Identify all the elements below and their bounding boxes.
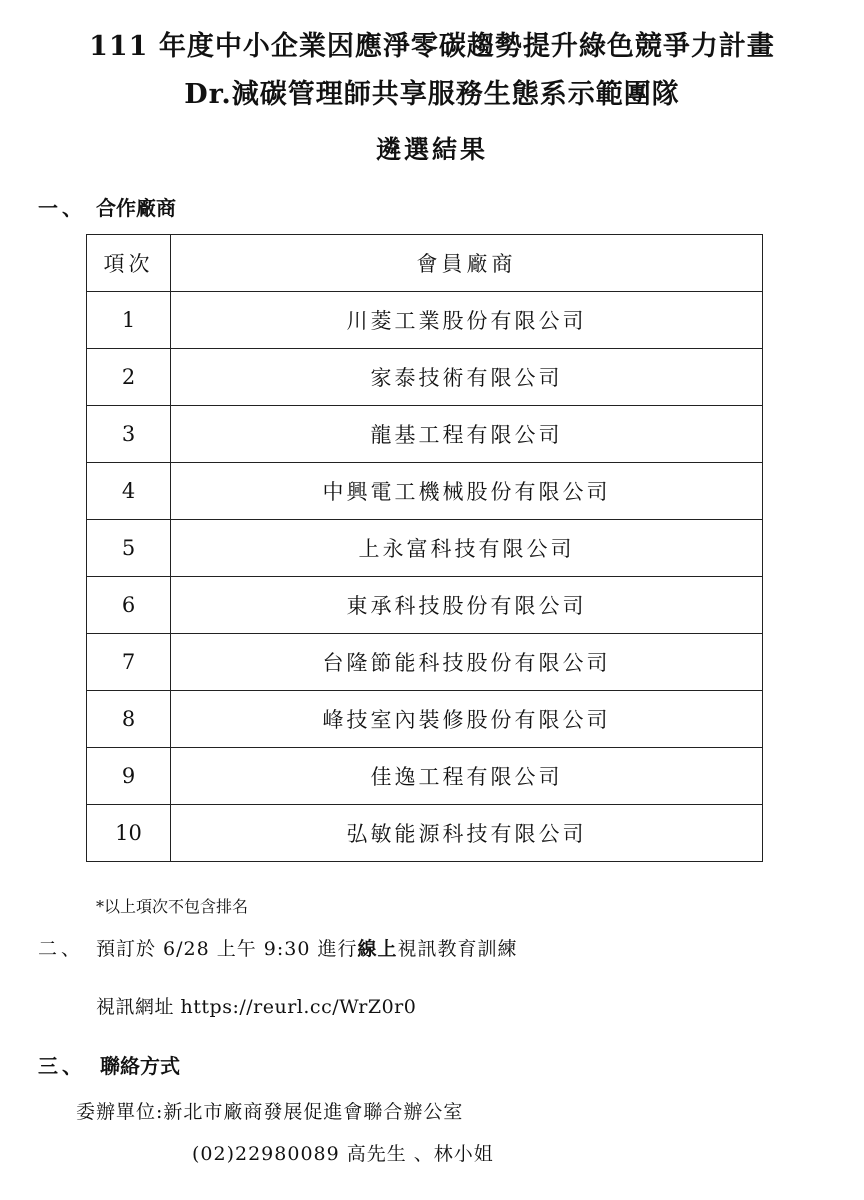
vendor-name: 弘敏能源科技有限公司 xyxy=(171,805,763,862)
table-row xyxy=(87,406,763,463)
section-2-number: 二、 xyxy=(38,938,85,960)
vendor-name: 台隆節能科技股份有限公司 xyxy=(171,634,763,691)
table-header-row xyxy=(87,235,763,292)
vendor-name: 上永富科技有限公司 xyxy=(171,520,763,577)
contact-phone: (02)22980089 高先生 、林小姐 xyxy=(192,1143,494,1165)
row-number: 8 xyxy=(87,691,171,748)
row-number: 7 xyxy=(87,634,171,691)
row-number: 1 xyxy=(87,292,171,349)
section-1-heading xyxy=(38,192,176,221)
row-number: 2 xyxy=(87,349,171,406)
table-row xyxy=(87,463,763,520)
vendor-name: 東承科技股份有限公司 xyxy=(171,577,763,634)
vendor-name: 川菱工業股份有限公司 xyxy=(171,292,763,349)
header-member-vendor: 會員廠商 xyxy=(171,235,763,292)
video-url-line[interactable]: 視訊網址 https://reurl.cc/WrZ0r0 xyxy=(96,996,417,1018)
section-2-line xyxy=(38,934,518,961)
section-3-label: 聯絡方式 xyxy=(100,1054,180,1078)
ranking-note: *以上項次不包含排名 xyxy=(96,897,249,916)
vendor-name: 中興電工機械股份有限公司 xyxy=(171,463,763,520)
table-row xyxy=(87,577,763,634)
table-row xyxy=(87,520,763,577)
table-row xyxy=(87,292,763,349)
vendor-name: 家泰技術有限公司 xyxy=(171,349,763,406)
row-number: 4 xyxy=(87,463,171,520)
training-online-bold: 線上 xyxy=(357,938,398,960)
title-line-2: Dr.減碳管理師共享服務生態系示範團隊 xyxy=(184,79,680,110)
section-1-number: 一、 xyxy=(38,196,86,220)
table-row xyxy=(87,805,763,862)
table-row xyxy=(87,748,763,805)
vendor-name: 峰技室內裝修股份有限公司 xyxy=(171,691,763,748)
row-number: 5 xyxy=(87,520,171,577)
vendor-table xyxy=(86,234,763,862)
training-text-before: 預訂於 6/28 上午 9:30 進行 xyxy=(96,938,358,960)
row-number: 6 xyxy=(87,577,171,634)
training-schedule-text xyxy=(96,934,518,961)
training-text-after: 視訊教育訓練 xyxy=(397,938,518,960)
table-row xyxy=(87,634,763,691)
row-number: 10 xyxy=(87,805,171,862)
vendor-name: 佳逸工程有限公司 xyxy=(171,748,763,805)
section-1-label: 合作廠商 xyxy=(96,196,176,220)
vendor-name: 龍基工程有限公司 xyxy=(171,406,763,463)
row-number: 9 xyxy=(87,748,171,805)
table-row xyxy=(87,349,763,406)
row-number: 3 xyxy=(87,406,171,463)
section-3-number: 三、 xyxy=(38,1054,86,1078)
title-line-1: 111 年度中小企業因應淨零碳趨勢提升綠色競爭力計畫 xyxy=(89,31,775,62)
section-3-heading xyxy=(38,1050,180,1079)
contact-organizer: 委辦單位:新北市廠商發展促進會聯合辦公室 xyxy=(76,1101,464,1123)
title-line-3: 遴選結果 xyxy=(375,135,488,164)
header-item-number: 項次 xyxy=(87,235,171,292)
table-row xyxy=(87,691,763,748)
